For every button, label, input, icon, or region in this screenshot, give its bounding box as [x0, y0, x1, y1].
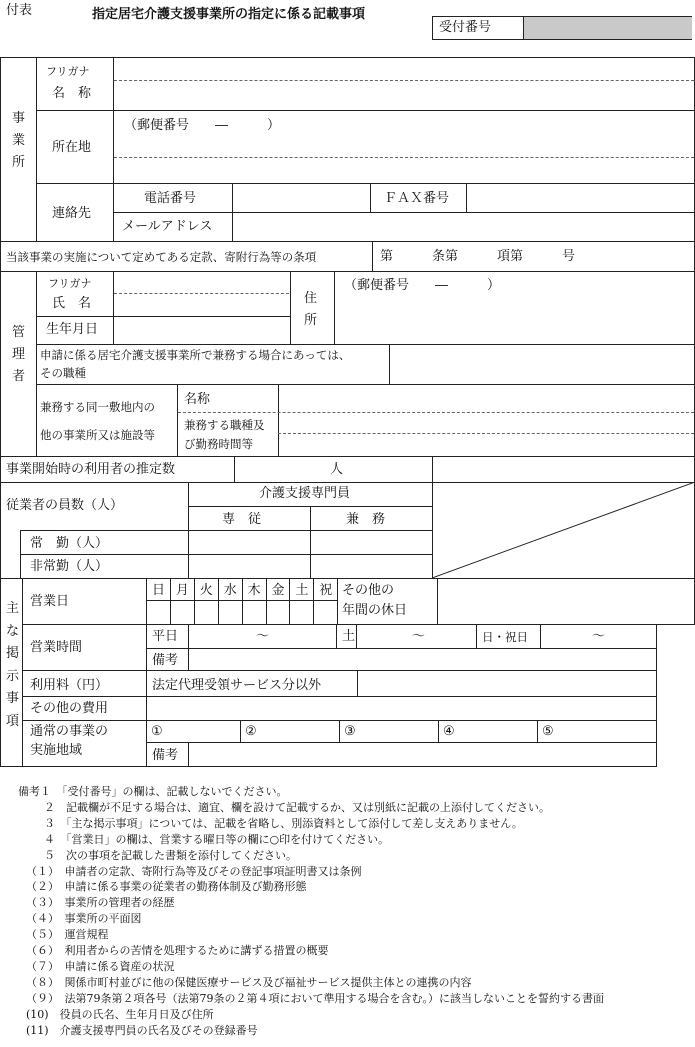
day-label: 水 [223, 583, 237, 598]
other-job-label-line2: び勤務時間等 [184, 437, 253, 451]
day-label: 土 [295, 583, 309, 598]
phone-label: 電話番号 [144, 191, 197, 206]
manager-address-label: 住所 [304, 291, 318, 328]
fax-label: ＦＡＸ番号 [384, 191, 450, 206]
fee-label: 利用料（円） [30, 678, 109, 693]
birthdate-label: 生年月日 [46, 322, 99, 337]
note-item: ３ 「主な掲示事項」については、記載を省略し、別添資料として添付して差し支えありません。 [44, 816, 523, 830]
staff-dedicated-label: 専 従 [222, 512, 262, 527]
email-label: メールアドレス [122, 219, 213, 234]
note-item: （４） 事業所の平面図 [26, 912, 142, 926]
weekday-label: 平日 [152, 629, 179, 644]
business-furigana-label: フリガナ [46, 65, 90, 78]
manager-section-label: 管理者 [12, 325, 26, 384]
fulltime-dedicated-field[interactable] [189, 531, 309, 553]
weekday-tilde[interactable]: ～ [256, 629, 270, 644]
other-costs-field[interactable] [147, 697, 655, 719]
hours-remarks-field[interactable] [189, 649, 655, 669]
users-label: 事業開始時の利用者の推定数 [6, 462, 176, 477]
day-mark-cell[interactable] [147, 601, 169, 623]
parttime-concurrent-field[interactable] [311, 555, 431, 577]
business-address-label: 所在地 [52, 140, 92, 155]
day-mark-cell[interactable] [314, 601, 336, 623]
fee-value-label: 法定代理受領サービス分以外 [152, 678, 322, 693]
holidays-label-line1: その他の [342, 583, 395, 598]
email-field[interactable] [233, 213, 694, 240]
day-mark-cell[interactable] [267, 601, 289, 623]
manager-furigana-label: フリガナ [48, 277, 92, 290]
manager-name-label: 氏 名 [52, 296, 92, 311]
hours-label: 営業時間 [30, 640, 83, 655]
day-mark-cell[interactable] [171, 601, 193, 623]
service-area-number[interactable]: ③ [344, 724, 356, 739]
fee-field[interactable] [358, 671, 655, 695]
other-job-field[interactable] [279, 413, 694, 455]
business-name-field[interactable] [114, 58, 694, 110]
note-item: ５ 次の事項を記載した書類を添付してください。 [44, 848, 297, 862]
note-item: 備考１ 「受付番号」の欄は、記載しないでください。 [18, 785, 288, 798]
day-label: 火 [199, 583, 213, 598]
business-address-field[interactable] [114, 111, 694, 183]
manager-address-field[interactable] [335, 272, 694, 343]
day-mark-cell[interactable] [290, 601, 312, 623]
manager-name-field[interactable] [114, 272, 289, 316]
concurrent-label-line2: その職種 [40, 366, 86, 380]
note-item: （５） 運営規程 [26, 928, 109, 942]
service-area-number[interactable]: ② [245, 724, 257, 739]
main-section-label: 主な掲示事項 [6, 601, 20, 729]
holidays-field[interactable] [438, 579, 694, 623]
day-label: 月 [175, 583, 189, 598]
fax-field[interactable] [467, 184, 694, 211]
parttime-label: 非常勤（人） [30, 559, 109, 574]
other-facility-name-field[interactable] [279, 385, 694, 411]
note-item: (10) 役員の氏名、生年月日及び住所 [26, 1007, 214, 1021]
other-facility-name-label: 名称 [184, 392, 211, 407]
business-days-label: 営業日 [30, 594, 70, 609]
saturday-tilde[interactable]: ～ [412, 629, 426, 644]
users-field[interactable] [235, 457, 365, 481]
concurrent-label-line1: 申請に係る居宅介護支援事業所で兼務する場合にあっては、 [40, 348, 351, 362]
day-mark-cell[interactable] [243, 601, 265, 623]
note-item: （８） 関係市町村並びに他の保健医療サービス及び福祉サービス提供主体との連携の内容 [26, 975, 472, 989]
note-item: ４ 「営業日」の欄は、営業する曜日等の欄に○印を付けてください。 [44, 832, 390, 846]
holidays-label-line2: 年間の休日 [342, 603, 408, 618]
receipt-number-box [432, 16, 692, 40]
other-facility-label-line2: 他の事業所又は施設等 [40, 428, 155, 442]
birthdate-field[interactable] [114, 317, 289, 343]
service-area-label-line2: 実施地域 [30, 743, 83, 758]
day-mark-cell[interactable] [195, 601, 217, 623]
business-contact-label: 連絡先 [52, 206, 92, 221]
holiday-hours-label: 日・祝日 [482, 630, 528, 644]
users-unit: 人 [330, 462, 344, 477]
business-section-label: 事業所 [12, 111, 26, 170]
business-name-label: 名 称 [52, 86, 92, 101]
staff-diagonal-strike [432, 482, 695, 578]
table-left-border [0, 57, 1, 767]
concurrent-job-field[interactable] [390, 345, 694, 383]
area-remarks-label: 備考 [152, 748, 179, 763]
service-area-label-line1: 通常の事業の [30, 724, 109, 739]
manager-postal: （郵便番号 ― ） [344, 278, 501, 293]
day-label: 木 [247, 583, 261, 598]
note-item: （９） 法第79条第２項各号（法第79条の２第４項において準用する場合を含む。）に該当しないことを誓約する書面 [26, 991, 604, 1005]
page-title: 指定居宅介護支援事業所の指定に係る記載事項 [92, 7, 366, 22]
service-area-number[interactable]: ① [151, 724, 163, 739]
staff-concurrent-label: 兼 務 [346, 512, 386, 527]
appendix-label: 付表 [6, 3, 33, 18]
staff-label: 従業者の員数（人） [6, 498, 124, 513]
regulation-value[interactable]: 第 条第 項第 号 [380, 249, 576, 264]
receipt-number-field[interactable] [523, 17, 692, 39]
service-area-number[interactable]: ⑤ [542, 724, 554, 739]
regulation-label: 当該事業の実施について定めてある定款、寄附行為等の条項 [6, 250, 317, 264]
day-mark-cell[interactable] [219, 601, 241, 623]
area-remarks-field[interactable] [189, 743, 655, 766]
receipt-number-label: 受付番号 [439, 20, 492, 35]
staff-group-label: 介護支援専門員 [259, 486, 351, 501]
hours-remarks-label: 備考 [152, 653, 179, 668]
note-item: （３） 事業所の管理者の経歴 [26, 896, 175, 910]
note-item: （６） 利用者からの苦情を処理するために講ずる措置の概要 [26, 944, 329, 957]
service-area-number[interactable]: ④ [443, 724, 455, 739]
business-postal: （郵便番号 ― ） [124, 118, 281, 133]
note-item: （７） 申請に係る資産の状況 [26, 959, 175, 973]
phone-field[interactable] [233, 184, 369, 211]
note-item: ２ 記載欄が不足する場合は、適宜、欄を設けて記載するか、又は別紙に記載の上添付してください。 [44, 800, 550, 814]
note-item: (11) 介護支援専門員の氏名及びその登録番号 [26, 1023, 258, 1037]
other-costs-label: その他の費用 [30, 701, 109, 716]
day-label: 日 [152, 583, 166, 598]
note-item: （２） 申請に係る事業の従業者の勤務体制及び勤務形態 [26, 880, 307, 894]
fulltime-concurrent-field[interactable] [311, 531, 431, 553]
day-label: 祝 [319, 583, 333, 598]
fulltime-label: 常 勤（人） [30, 536, 109, 551]
other-job-label-line1: 兼務する職種及 [184, 418, 265, 432]
saturday-label: 土 [342, 629, 356, 644]
day-label: 金 [271, 583, 285, 598]
note-item: （１） 申請者の定款、寄附行為等及びその登記事項証明書又は条例 [26, 864, 362, 878]
holiday-tilde[interactable]: ～ [592, 629, 606, 644]
other-facility-label-line1: 兼務する同一敷地内の [40, 400, 155, 414]
parttime-dedicated-field[interactable] [189, 555, 309, 577]
